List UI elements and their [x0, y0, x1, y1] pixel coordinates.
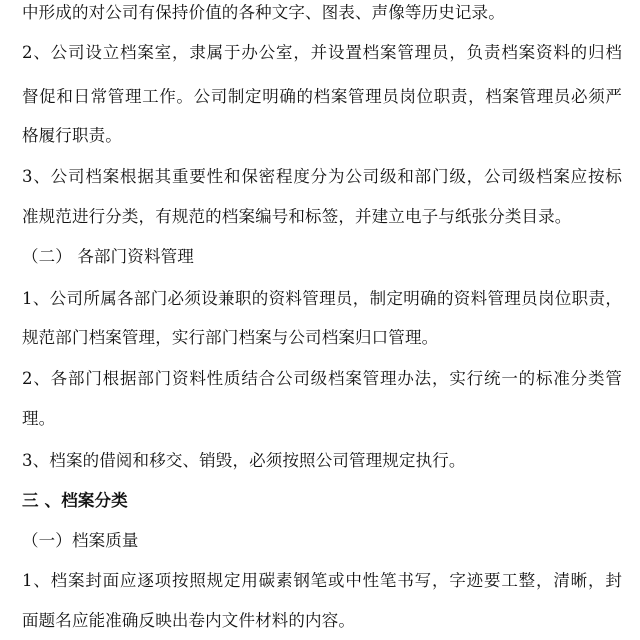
text-line-continuation: 中形成的对公司有保持价值的各种文字、图表、声像等历史记录。: [22, 3, 505, 22]
section-heading-dept-materials: （二） 各部门资料管理: [22, 247, 194, 266]
dept-item-1-line-2: 规范部门档案管理，实行部门档案与公司档案归口管理。: [22, 328, 439, 347]
chapter-heading-archive-classification: 三 、档案分类: [22, 491, 128, 510]
paragraph-2-line-2: 督促和日常管理工作。公司制定明确的档案管理员岗位职责，档案管理员必须严: [22, 87, 622, 106]
quality-item-1-line-1: 1、档案封面应逐项按照规定用碳素钢笔或中性笔书写，字迹要工整，清晰，封: [22, 571, 622, 590]
paragraph-3-line-2: 准规范进行分类，有规范的档案编号和标签，并建立电子与纸张分类目录。: [22, 207, 572, 226]
dept-item-3: 3、档案的借阅和移交、销毁，必须按照公司管理规定执行。: [22, 451, 466, 470]
paragraph-2-line-3: 格履行职责。: [22, 126, 122, 145]
dept-item-1-line-1: 1、公司所属各部门必须设兼职的资料管理员，制定明确的资料管理员岗位职责，: [22, 289, 622, 308]
quality-item-1-line-2: 面题名应能准确反映出卷内文件材料的内容。: [22, 611, 355, 630]
dept-item-2-line-1: 2、各部门根据部门资料性质结合公司级档案管理办法，实行统一的标准分类管: [22, 369, 622, 388]
dept-item-2-line-2: 理。: [22, 409, 56, 428]
paragraph-2-line-1: 2、公司设立档案室，隶属于办公室，并设置档案管理员，负责档案资料的归档: [22, 43, 622, 62]
subsection-heading-archive-quality: （一）档案质量: [22, 531, 139, 550]
paragraph-3-line-1: 3、公司档案根据其重要性和保密程度分为公司级和部门级，公司级档案应按标: [22, 167, 622, 186]
